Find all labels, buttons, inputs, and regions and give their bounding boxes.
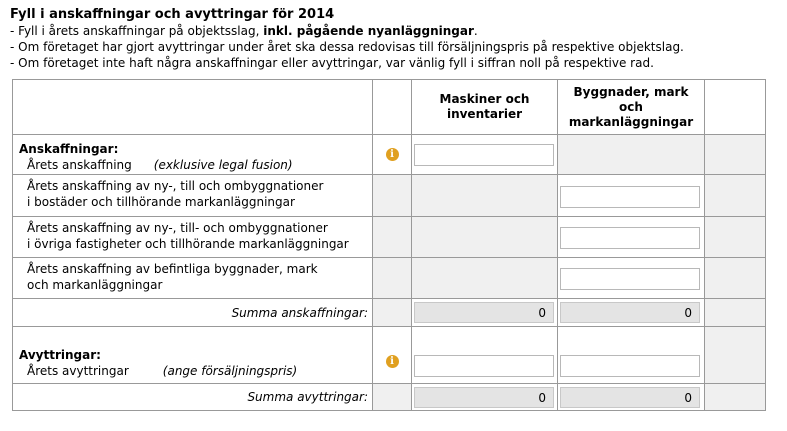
row-label: [13, 327, 373, 384]
sum-anskaffningar-maskiner: 0: [414, 302, 554, 323]
row-label-line: [19, 157, 372, 173]
row-label-text: Årets avyttringar: [27, 364, 129, 378]
info-icon[interactable]: i: [386, 148, 399, 161]
row-label: [13, 135, 373, 175]
section-heading-avyttringar: Avyttringar:: [19, 348, 101, 362]
sum-cell-maskiner: [412, 384, 558, 411]
row-befintliga-byggnader: [13, 258, 766, 299]
input-cell-byggnader: [558, 258, 705, 299]
bostader-byggnader-input[interactable]: [560, 186, 700, 208]
instruction-line-3: - Om företaget inte haft några anskaffningar eller avyttringar, var vänlig fyll i siffran noll på respektive rad.: [10, 56, 654, 70]
anskaffning-maskiner-input[interactable]: [414, 144, 554, 166]
row-arets-anskaffning: [13, 135, 766, 175]
row-ovriga-fastigheter: [13, 217, 766, 258]
row-summa-avyttringar: [13, 384, 766, 411]
section-heading-anskaffningar: Anskaffningar:: [19, 142, 119, 156]
row-label: [13, 175, 373, 217]
row-hint: (exklusive legal fusion): [153, 158, 293, 172]
disabled-cell: [705, 299, 766, 327]
column-header-maskiner: [412, 80, 558, 135]
instruction-bold-text: inkl. pågående nyanläggningar: [263, 24, 474, 38]
row-label-text: och markanläggningar: [27, 278, 163, 292]
column-header-text: Byggnader, mark och markanläggningar: [568, 84, 694, 129]
row-label: [13, 217, 373, 258]
avyttring-byggnader-input[interactable]: [560, 355, 700, 377]
disabled-cell: [373, 217, 412, 258]
disabled-cell: [705, 217, 766, 258]
input-cell-byggnader: [558, 217, 705, 258]
row-hint: (ange försäljningspris): [162, 364, 298, 378]
column-header-byggnader: [558, 80, 705, 135]
disabled-cell: [373, 384, 412, 411]
disabled-cell: [705, 327, 766, 384]
row-label-text: i övriga fastigheter och tillhörande markanläggningar: [27, 237, 349, 251]
sum-avyttringar-byggnader: 0: [560, 387, 700, 408]
row-label: [13, 258, 373, 299]
input-cell-maskiner: [412, 327, 558, 384]
disabled-cell: [373, 299, 412, 327]
sum-cell-maskiner: [412, 299, 558, 327]
row-label-text: Årets anskaffning av befintliga byggnader, mark: [27, 262, 318, 276]
instruction-text: .: [473, 24, 478, 38]
column-header-text: Maskiner och inventarier: [439, 92, 530, 121]
row-summa-anskaffningar: [13, 299, 766, 327]
info-icon[interactable]: i: [386, 355, 399, 368]
header-empty: [13, 80, 373, 135]
instruction-line-2: - Om företaget har gjort avyttringar under året ska dessa redovisas till försäljningspris på respektive objektslag.: [10, 40, 684, 54]
row-label-text: Årets anskaffning av ny-, till- och ombyggnationer: [27, 221, 328, 235]
sum-anskaffningar-byggnader: 0: [560, 302, 700, 323]
acquisitions-table: [12, 79, 766, 411]
row-label-text: Årets anskaffning: [27, 158, 132, 172]
disabled-cell: [412, 217, 558, 258]
sum-avyttringar-maskiner: 0: [414, 387, 554, 408]
disabled-cell: [373, 258, 412, 299]
row-bostader: [13, 175, 766, 217]
disabled-cell: [705, 384, 766, 411]
sum-cell-byggnader: [558, 384, 705, 411]
befintliga-byggnader-input[interactable]: [560, 268, 700, 290]
sum-label-anskaffningar: Summa anskaffningar:: [13, 299, 373, 327]
info-cell: [373, 327, 412, 384]
disabled-cell: [373, 175, 412, 217]
disabled-cell: [705, 135, 766, 175]
row-label-text: Årets anskaffning av ny-, till och ombyggnationer: [27, 179, 324, 193]
header-empty: [373, 80, 412, 135]
disabled-cell: [705, 175, 766, 217]
row-label-line: [19, 363, 372, 379]
disabled-cell: [705, 258, 766, 299]
avyttring-maskiner-input[interactable]: [414, 355, 554, 377]
ovriga-byggnader-input[interactable]: [560, 227, 700, 249]
page-title: Fyll i anskaffningar och avyttringar för 2014: [10, 7, 335, 22]
instruction-line-1: [10, 23, 684, 39]
disabled-cell: [558, 135, 705, 175]
disabled-cell: [412, 258, 558, 299]
instructions: [10, 7, 684, 71]
row-arets-avyttringar: [13, 327, 766, 384]
instruction-text: - Fyll i årets anskaffningar på objektsslag,: [10, 24, 264, 38]
sum-label-avyttringar: Summa avyttringar:: [13, 384, 373, 411]
input-cell-maskiner: [412, 135, 558, 175]
info-cell: [373, 135, 412, 175]
input-cell-byggnader: [558, 175, 705, 217]
sum-cell-byggnader: [558, 299, 705, 327]
row-label-text: i bostäder och tillhörande markanläggningar: [27, 195, 295, 209]
header-empty: [705, 80, 766, 135]
disabled-cell: [412, 175, 558, 217]
input-cell-byggnader: [558, 327, 705, 384]
header-row: [13, 80, 766, 135]
